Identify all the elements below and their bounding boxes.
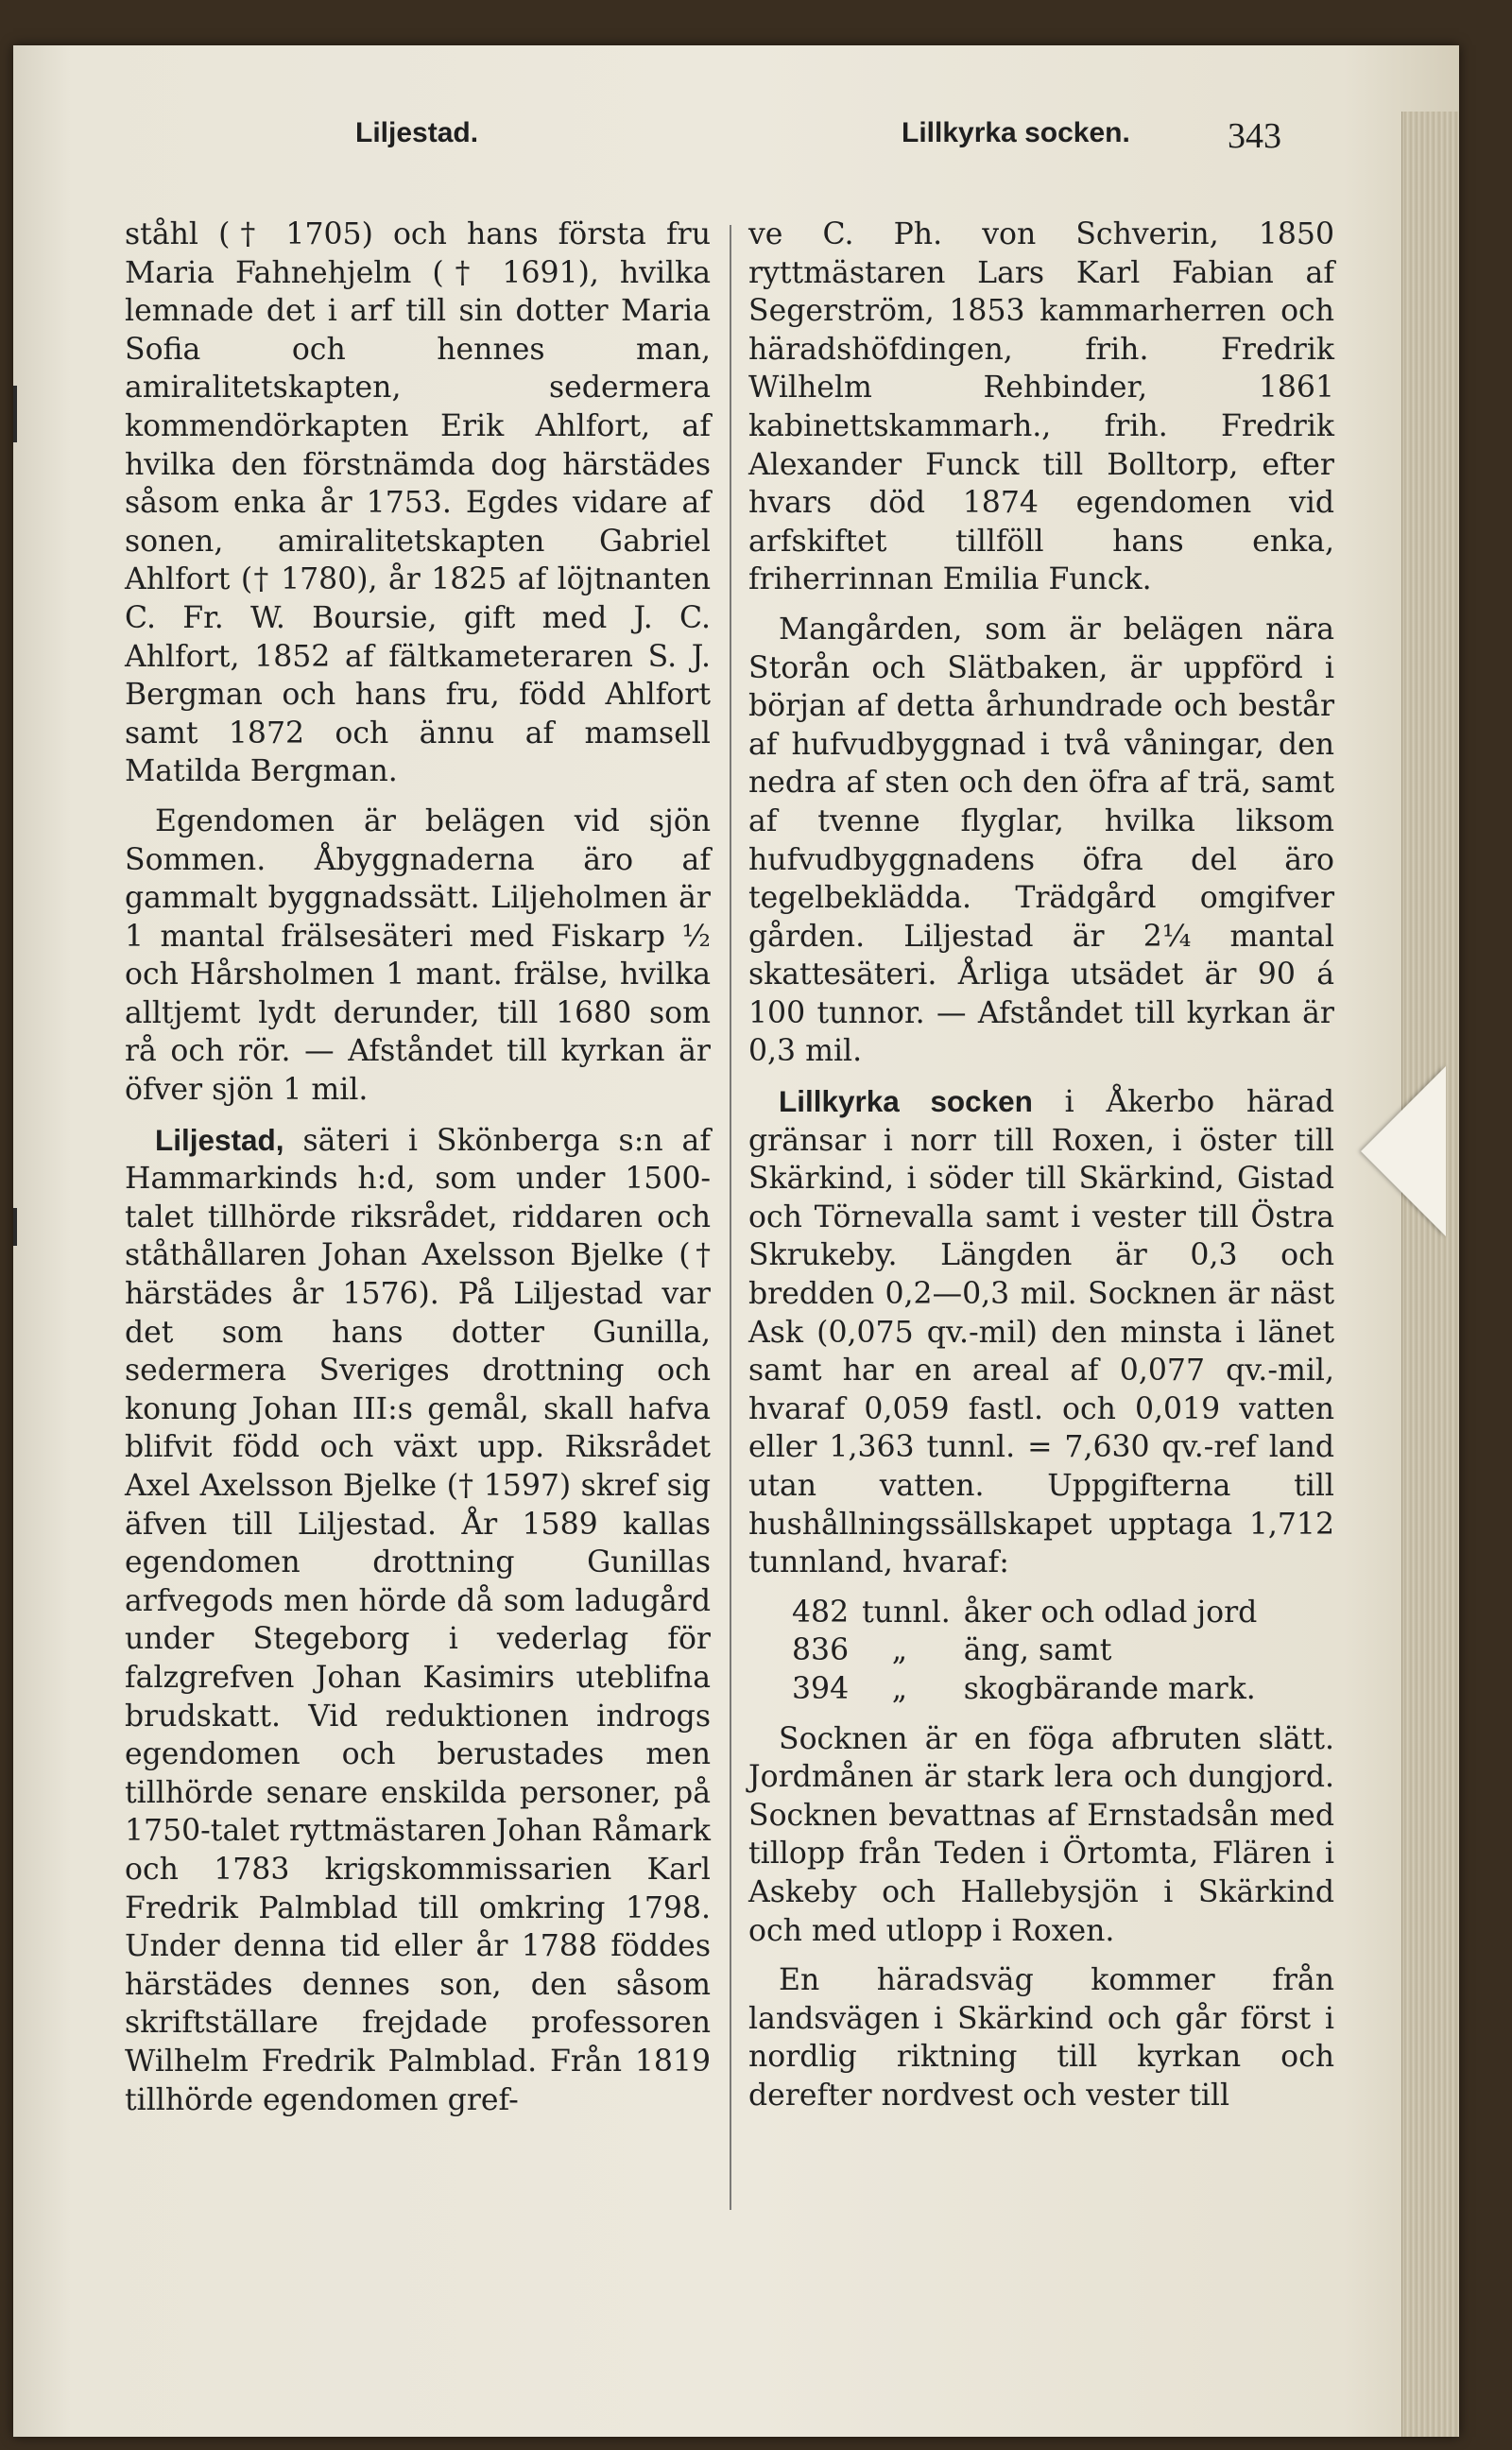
left-column xyxy=(125,216,711,2119)
page-fold-marker xyxy=(1361,1066,1446,1236)
left-edge-mark xyxy=(13,1208,17,1246)
paragraph: ve C. Ph. von Schverin, 1850 ryttmästaren Lars Karl Fabian af Segerström, 1853 kammarherren och häradshöfdingen, frih. Fredrik Wilhelm Rehbinder, 1861 kabinettskammarh., frih. Fredrik Alexander Funck till Bolltorp, efter hvars död 1874 egendomen vid arfskiftet tillföll hans enka, friherrinnan Emilia Funck. xyxy=(748,217,1334,597)
desc-cell: åker och odlad jord xyxy=(963,1595,1258,1630)
paragraph: ståhl († 1705) och hans första fru Maria Fahnehjelm († 1691), hvilka lemnade det i arf till sin dotter Maria Sofia och hennes man, amiralitetskapten, sedermera kommendörkapten Erik Ahlfort, af hvilka den förstnämda dog härstädes såsom enka år 1753. Egdes vidare af sonen, amiralitetskapten Gabriel Ahlfort († 1780), år 1825 af löjtnanten C. Fr. W. Boursie, gift med J. C. Ahlfort, 1852 af fältkameteraren S. J. Bergman och hans fru, född Ahlfort samt 1872 och ännu af mamsell Matilda Bergman. xyxy=(125,217,711,789)
header-right-title: Lillkyrka socken. xyxy=(902,117,1130,148)
paragraph: Socknen är en föga afbruten slätt. Jordmånen är stark lera och dungjord. Socknen bevattnas af Ernstadsån med tillopp från Teden i Örtomta, Flären i Askeby och Hallebysjön i Skärkind och med utlopp i Roxen. xyxy=(748,1721,1334,1948)
paragraph xyxy=(125,1121,711,2119)
unit-cell: tunnl. xyxy=(862,1595,951,1630)
paragraph: Mangården, som är belägen nära Storån och Slätbaken, är uppförd i början af detta århundrade och består af hufvudbyggnad i två våningar, den nedra af sten och den öfra af trä, samt af tvenne flyglar, hvilka liksom hufvudbyggnadens öfra del äro tegelbeklädda. Trädgård omgifver gården. Liljestad är 2¼ mantal skattesäteri. Årliga utsädet är 90 á 100 tunnor. — Afståndet till kyrkan är 0,3 mil. xyxy=(748,612,1334,1069)
entry-text: säteri i Skönberga s:n af Hammarkinds h:d, som under 1500-talet tillhörde riksrådet, riddaren och ståthållaren Johan Axelsson Bjelke († härstädes år 1576). På Liljestad var det som hans dotter Gunilla, sedermera Sveriges drottning och konung Johan III:s gemål, skall hafva blifvit född och växt upp. Riksrådet Axel Axelsson Bjelke († 1597) skref sig äfven till Liljestad. År 1589 kallas egendomen drottning Gunillas arfvegods men hörde då som ladugård under Stegeborg i vederlag för falzgrefven Johan Kasimirs uteblifna brudskatt. Vid reduktionen indrogs egendomen och berustades men tillhörde senare enskilda personer, på 1750-talet ryttmästaren Johan Råmark och 1783 krigskommissarien Karl Fredrik Palmblad till omkring 1798. Under denna tid eller år 1788 föddes härstädes dennes son, den såsom skriftställare frejdade professoren Wilhelm Fredrik Palmblad. Från 1819 tillhörde egendomen gref- xyxy=(125,1123,711,2117)
paragraph xyxy=(748,1082,1334,1582)
desc-cell: skogbärande mark. xyxy=(963,1671,1256,1706)
table-row xyxy=(792,1670,1270,1709)
amount-cell: 836 xyxy=(792,1633,850,1668)
entry-heading: Liljestad, xyxy=(155,1122,284,1157)
running-header xyxy=(13,117,1383,164)
paragraph: En häradsväg kommer från landsvägen i Skärkind och går först i nordlig riktning till kyrkan och derefter nordvest och vester till xyxy=(748,1963,1334,2113)
unit-cell: „ xyxy=(891,1633,908,1668)
page-stack-edge xyxy=(1401,112,1459,2437)
land-use-table xyxy=(792,1594,1270,1709)
amount-cell: 482 xyxy=(792,1595,850,1630)
table-row xyxy=(792,1594,1270,1632)
book-page xyxy=(13,45,1459,2437)
column-divider xyxy=(730,225,731,2210)
amount-cell: 394 xyxy=(792,1671,850,1706)
entry-heading: Lillkyrka socken xyxy=(779,1084,1033,1119)
entry-text: i Åkerbo härad gränsar i norr till Roxen, i öster till Skärkind, i söder till Skärkind, Gistad och Törnevalla samt i vester till Östra Skrukeby. Längden är 0,3 och bredden 0,2—0,3 mil. Socknen är näst Ask (0,075 qv.-mil) den minsta i länet samt har en areal af 0,077 qv.-mil, hvaraf 0,059 fastl. och 0,019 vatten eller 1,363 tunnl. = 7,630 qv.-ref land utan vatten. Uppgifterna till hushållningssällskapet upptaga 1,712 tunnland, hvaraf: xyxy=(748,1085,1334,1580)
header-left-title: Liljestad. xyxy=(355,117,479,148)
left-edge-mark xyxy=(13,386,17,442)
unit-cell: „ xyxy=(891,1671,908,1706)
page-number: 343 xyxy=(1228,116,1281,156)
desc-cell: äng, samt xyxy=(963,1633,1112,1668)
table-row xyxy=(792,1631,1270,1670)
right-column xyxy=(748,216,1334,2115)
paragraph: Egendomen är belägen vid sjön Sommen. Åbyggnaderna äro af gammalt byggnadssätt. Liljeholmen är 1 mantal frälsesäteri med Fiskarp ½ och Hårsholmen 1 mant. frälse, hvilka alltjemt lydt derunder, till 1680 som rå och rör. — Afståndet till kyrkan är öfver sjön 1 mil. xyxy=(125,803,711,1108)
